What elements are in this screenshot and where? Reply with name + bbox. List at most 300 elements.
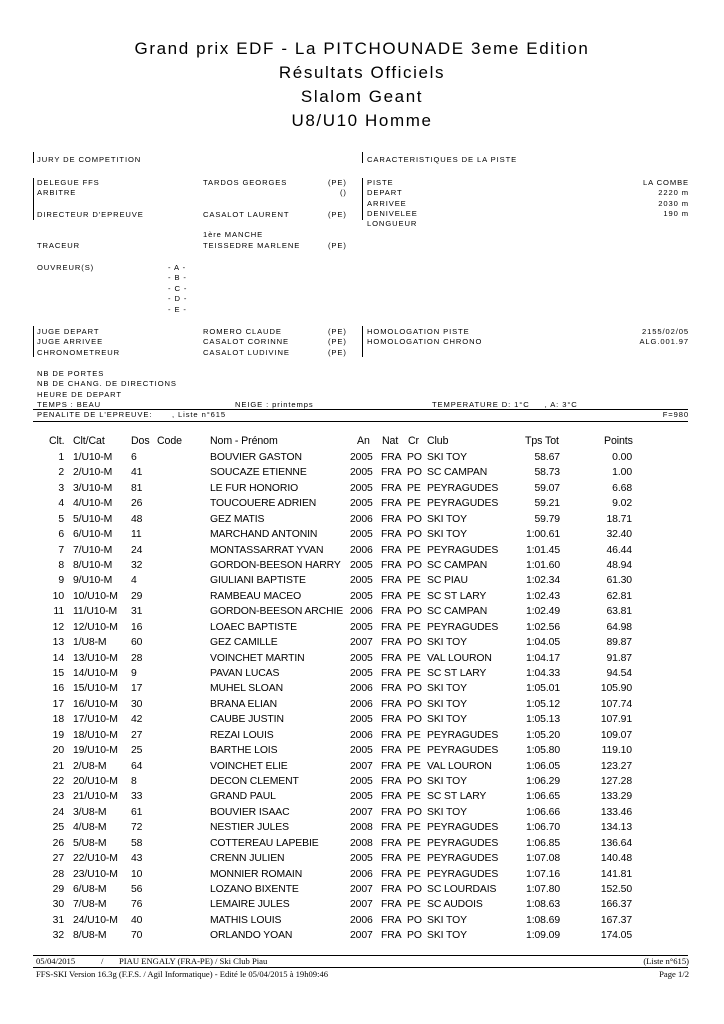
cell-clt: 20 bbox=[52, 745, 64, 757]
cell-cr: PO bbox=[407, 930, 422, 942]
cell-points: 9.02 bbox=[612, 498, 632, 510]
header-cr: Cr bbox=[408, 435, 419, 447]
cell-points: 134.13 bbox=[600, 822, 632, 834]
ouvreur-e: - E - bbox=[168, 305, 187, 314]
cell-nom: MATHIS LOUIS bbox=[210, 914, 282, 926]
cell-nat: FRA bbox=[381, 822, 402, 834]
cell-dos: 70 bbox=[131, 930, 143, 942]
juge-depart-label: JUGE DEPART bbox=[37, 327, 100, 336]
cell-dos: 6 bbox=[131, 452, 137, 463]
cell-clt-cat: 2/U8-M bbox=[73, 760, 107, 772]
cell-nom: RAMBEAU MACEO bbox=[210, 590, 302, 602]
title-competition: Grand prix EDF - La PITCHOUNADE 3eme Edition bbox=[134, 39, 590, 58]
heure-depart-label: HEURE DE DEPART bbox=[37, 390, 122, 399]
cell-dos: 76 bbox=[131, 899, 143, 911]
jury-heading: JURY DE COMPETITION bbox=[37, 155, 142, 164]
cell-clt-cat: 4/U8-M bbox=[73, 822, 107, 834]
header-clt: Clt. bbox=[49, 435, 65, 447]
cell-an: 2008 bbox=[350, 837, 373, 849]
cell-club: SC LOURDAIS bbox=[427, 884, 497, 896]
cell-an: 2005 bbox=[350, 745, 373, 757]
cell-cr: PO bbox=[407, 467, 422, 479]
cell-nat: FRA bbox=[381, 652, 402, 664]
chrono-label: CHRONOMETREUR bbox=[37, 348, 120, 357]
cell-an: 2008 bbox=[350, 822, 373, 834]
delegue-label: DELEGUE FFS bbox=[37, 178, 100, 187]
cell-tps: 1:05.80 bbox=[526, 745, 560, 757]
cell-dos: 16 bbox=[131, 621, 143, 633]
cell-tps: 1:05.12 bbox=[526, 698, 560, 710]
title-category: U8/U10 Homme bbox=[291, 111, 433, 130]
table-row bbox=[0, 574, 724, 589]
cell-tps: 1:04.17 bbox=[526, 652, 560, 664]
cell-clt: 3 bbox=[58, 482, 64, 494]
cell-an: 2005 bbox=[350, 853, 373, 865]
cell-tps: 1:08.63 bbox=[526, 899, 560, 911]
cell-an: 2006 bbox=[350, 544, 373, 556]
cell-points: 107.91 bbox=[600, 714, 632, 726]
cell-clt-cat: 1/U10-M bbox=[73, 452, 113, 463]
chrono-code: (PE) bbox=[328, 348, 347, 357]
cell-an: 2005 bbox=[350, 590, 373, 602]
cell-club: PEYRAGUDES bbox=[427, 482, 499, 494]
cell-clt: 7 bbox=[58, 544, 64, 556]
cell-clt: 17 bbox=[52, 698, 64, 710]
juge-depart-code: (PE) bbox=[328, 327, 347, 336]
cell-nat: FRA bbox=[381, 745, 402, 757]
cell-club: SKI TOY bbox=[427, 529, 467, 541]
cell-clt-cat: 19/U10-M bbox=[73, 745, 118, 757]
cell-nom: VOINCHET MARTIN bbox=[210, 652, 305, 664]
cell-cr: PE bbox=[407, 899, 421, 911]
cell-dos: 30 bbox=[131, 698, 143, 710]
cell-clt-cat: 2/U10-M bbox=[73, 467, 113, 479]
piste-heading: CARACTERISTIQUES DE LA PISTE bbox=[367, 155, 518, 164]
table-row bbox=[0, 790, 724, 805]
cell-nom: BARTHE LOIS bbox=[210, 745, 278, 757]
cell-clt: 28 bbox=[52, 868, 64, 880]
cell-clt-cat: 15/U10-M bbox=[73, 683, 118, 695]
footer-liste: (Liste n°615) bbox=[643, 956, 689, 966]
cell-cr: PE bbox=[407, 745, 421, 757]
cell-nom: PAVAN LUCAS bbox=[210, 668, 280, 680]
cell-clt: 1 bbox=[58, 452, 64, 463]
header-dos: Dos bbox=[131, 435, 150, 447]
ouvreur-label: OUVREUR(S) bbox=[37, 263, 95, 272]
footer-location: PIAU ENGALY (FRA-PE) / Ski Club Piau bbox=[119, 956, 268, 966]
jury-bracket bbox=[33, 152, 34, 163]
cell-points: 32.40 bbox=[606, 529, 632, 541]
cell-club: SC CAMPAN bbox=[427, 560, 488, 571]
cell-clt-cat: 21/U10-M bbox=[73, 791, 118, 803]
footer-page: Page 1/2 bbox=[659, 969, 689, 979]
table-row bbox=[0, 559, 724, 574]
cell-nat: FRA bbox=[381, 560, 402, 571]
manche-label: 1ère MANCHE bbox=[203, 230, 264, 239]
table-row bbox=[0, 528, 724, 543]
cell-points: 1.00 bbox=[612, 467, 632, 479]
cell-an: 2006 bbox=[350, 683, 373, 695]
cell-points: 174.05 bbox=[600, 930, 632, 942]
cell-dos: 48 bbox=[131, 513, 143, 525]
cell-club: SC ST LARY bbox=[427, 791, 487, 803]
cell-points: 64.98 bbox=[606, 621, 632, 633]
cell-clt: 9 bbox=[58, 575, 64, 587]
cell-dos: 43 bbox=[131, 853, 143, 865]
cell-clt: 4 bbox=[58, 498, 64, 510]
cell-points: 133.46 bbox=[600, 806, 632, 818]
footer-date: 05/04/2015 bbox=[36, 956, 76, 966]
cell-cr: PO bbox=[407, 806, 422, 818]
cell-clt-cat: 10/U10-M bbox=[73, 590, 118, 602]
cell-nat: FRA bbox=[381, 868, 402, 880]
cell-dos: 72 bbox=[131, 822, 143, 834]
cell-points: 18.71 bbox=[606, 513, 632, 525]
cell-nom: MUHEL SLOAN bbox=[210, 683, 283, 695]
cell-clt-cat: 4/U10-M bbox=[73, 498, 113, 510]
cell-clt: 6 bbox=[58, 529, 64, 541]
cell-points: 136.64 bbox=[600, 837, 632, 849]
cell-dos: 33 bbox=[131, 791, 143, 803]
cell-points: 107.74 bbox=[600, 698, 632, 710]
piste-label: PISTE bbox=[367, 178, 394, 187]
cell-clt-cat: 12/U10-M bbox=[73, 621, 118, 633]
cell-nom: ORLANDO YOAN bbox=[210, 930, 293, 942]
table-row bbox=[0, 636, 724, 651]
cell-clt: 10 bbox=[52, 590, 64, 602]
cell-clt-cat: 8/U10-M bbox=[73, 560, 113, 571]
header-points: Points bbox=[604, 435, 633, 447]
table-row bbox=[0, 898, 724, 913]
cell-club: SC CAMPAN bbox=[427, 606, 488, 618]
cell-tps: 1:01.60 bbox=[526, 560, 560, 571]
cell-tps: 1:02.56 bbox=[526, 621, 560, 633]
table-row bbox=[0, 837, 724, 852]
piste-bracket bbox=[362, 152, 363, 163]
table-row bbox=[0, 760, 724, 775]
cell-clt: 32 bbox=[52, 930, 64, 942]
cell-dos: 40 bbox=[131, 914, 143, 926]
header-nat: Nat bbox=[382, 435, 399, 447]
cell-club: SKI TOY bbox=[427, 683, 467, 695]
cell-nat: FRA bbox=[381, 513, 402, 525]
table-row bbox=[0, 729, 724, 744]
table-row bbox=[0, 451, 724, 466]
cell-points: 140.48 bbox=[600, 853, 632, 865]
cell-tps: 1:05.01 bbox=[526, 683, 560, 695]
cell-nom: BRANA ELIAN bbox=[210, 698, 278, 710]
cell-clt-cat: 18/U10-M bbox=[73, 729, 118, 741]
cell-clt-cat: 7/U8-M bbox=[73, 899, 107, 911]
table-row bbox=[0, 698, 724, 713]
cell-clt-cat: 7/U10-M bbox=[73, 544, 113, 556]
cell-dos: 29 bbox=[131, 590, 143, 602]
cell-cr: PE bbox=[407, 621, 421, 633]
cell-points: 133.29 bbox=[600, 791, 632, 803]
cell-clt: 25 bbox=[52, 822, 64, 834]
cell-dos: 9 bbox=[131, 668, 137, 680]
cell-an: 2006 bbox=[350, 729, 373, 741]
cell-tps: 1:07.16 bbox=[526, 868, 560, 880]
cell-nat: FRA bbox=[381, 498, 402, 510]
cell-nom: CAUBE JUSTIN bbox=[210, 714, 284, 726]
cell-clt-cat: 8/U8-M bbox=[73, 930, 107, 942]
juge-arrivee-name: CASALOT CORINNE bbox=[203, 337, 289, 346]
arrivee-value: 2030 m bbox=[658, 199, 689, 208]
cell-cr: PE bbox=[407, 868, 421, 880]
cell-dos: 58 bbox=[131, 837, 143, 849]
cell-dos: 28 bbox=[131, 652, 143, 664]
cell-club: PEYRAGUDES bbox=[427, 544, 499, 556]
cell-nom: TOUCOUERE ADRIEN bbox=[210, 498, 317, 510]
header-code: Code bbox=[157, 435, 182, 447]
cell-dos: 32 bbox=[131, 560, 143, 571]
cell-nat: FRA bbox=[381, 575, 402, 587]
table-row bbox=[0, 605, 724, 620]
cell-an: 2007 bbox=[350, 806, 373, 818]
cell-nat: FRA bbox=[381, 899, 402, 911]
cell-tps: 1:06.66 bbox=[526, 806, 560, 818]
cell-points: 89.87 bbox=[606, 637, 632, 649]
cell-clt: 13 bbox=[52, 637, 64, 649]
table-row bbox=[0, 852, 724, 867]
footer-version: FFS-SKI Version 16.3g (F.F.S. / Agil Informatique) - Edité le 05/04/2015 à 19h09:46 bbox=[36, 969, 329, 979]
homologation-chrono-value: ALG.001.97 bbox=[639, 337, 689, 346]
table-row bbox=[0, 590, 724, 605]
cell-cr: PO bbox=[407, 698, 422, 710]
cell-club: SKI TOY bbox=[427, 714, 467, 726]
header-tps: Tps Tot bbox=[525, 435, 559, 447]
table-row bbox=[0, 544, 724, 559]
cell-clt-cat: 9/U10-M bbox=[73, 575, 113, 587]
cell-nat: FRA bbox=[381, 544, 402, 556]
cell-tps: 1:02.43 bbox=[526, 590, 560, 602]
cell-cr: PE bbox=[407, 575, 421, 587]
cell-nom: GORDON-BEESON ARCHIE bbox=[210, 606, 344, 618]
traceur-label: TRACEUR bbox=[37, 241, 81, 250]
cell-dos: 41 bbox=[131, 467, 143, 479]
cell-clt: 2 bbox=[58, 467, 64, 479]
cell-clt-cat: 5/U10-M bbox=[73, 513, 113, 525]
cell-nom: MARCHAND ANTONIN bbox=[210, 529, 318, 541]
cell-tps: 1:07.08 bbox=[526, 853, 560, 865]
cell-clt: 29 bbox=[52, 884, 64, 896]
cell-an: 2007 bbox=[350, 884, 373, 896]
cell-tps: 1:06.70 bbox=[526, 822, 560, 834]
homologation-piste-value: 2155/02/05 bbox=[641, 327, 689, 336]
cell-points: 91.87 bbox=[606, 652, 632, 664]
cell-dos: 61 bbox=[131, 806, 143, 818]
cell-nat: FRA bbox=[381, 668, 402, 680]
neige-label: NEIGE : printemps bbox=[235, 400, 314, 409]
cell-cr: PO bbox=[407, 529, 422, 541]
cell-cr: PO bbox=[407, 714, 422, 726]
cell-tps: 1:00.61 bbox=[526, 529, 560, 541]
nb-chang-label: NB DE CHANG. DE DIRECTIONS bbox=[37, 379, 177, 388]
table-row bbox=[0, 466, 724, 481]
cell-club: PEYRAGUDES bbox=[427, 837, 499, 849]
jury-bracket bbox=[33, 178, 34, 220]
cell-clt-cat: 6/U10-M bbox=[73, 529, 113, 541]
header-club: Club bbox=[427, 435, 449, 447]
traceur-name: TEISSEDRE MARLENE bbox=[203, 241, 301, 250]
cell-club: SKI TOY bbox=[427, 513, 467, 525]
cell-nom: LEMAIRE JULES bbox=[210, 899, 290, 911]
cell-nom: BOUVIER GASTON bbox=[210, 452, 302, 463]
cell-nat: FRA bbox=[381, 606, 402, 618]
ouvreur-b: - B - bbox=[168, 273, 187, 282]
cell-points: 62.81 bbox=[606, 590, 632, 602]
homologation-piste-label: HOMOLOGATION PISTE bbox=[367, 327, 470, 336]
table-row bbox=[0, 868, 724, 883]
ouvreur-d: - D - bbox=[168, 294, 188, 303]
cell-dos: 26 bbox=[131, 498, 143, 510]
juge-depart-name: ROMERO CLAUDE bbox=[203, 327, 282, 336]
ouvreur-a: - A - bbox=[168, 263, 187, 272]
table-row bbox=[0, 883, 724, 898]
cell-an: 2005 bbox=[350, 791, 373, 803]
table-row bbox=[0, 744, 724, 759]
denivelee-label: DENIVELEE bbox=[367, 209, 418, 218]
cell-nat: FRA bbox=[381, 698, 402, 710]
cell-points: 94.54 bbox=[606, 668, 632, 680]
cell-clt: 14 bbox=[52, 652, 64, 664]
cell-cr: PE bbox=[407, 544, 421, 556]
cell-nom: NESTIER JULES bbox=[210, 822, 289, 834]
juge-arrivee-code: (PE) bbox=[328, 337, 347, 346]
cell-an: 2007 bbox=[350, 930, 373, 942]
cell-club: SC ST LARY bbox=[427, 590, 487, 602]
cell-clt-cat: 13/U10-M bbox=[73, 652, 118, 664]
cell-an: 2005 bbox=[350, 714, 373, 726]
cell-an: 2006 bbox=[350, 698, 373, 710]
cell-nom: DECON CLEMENT bbox=[210, 776, 299, 788]
nb-portes-label: NB DE PORTES bbox=[37, 369, 105, 378]
header-an: An bbox=[357, 435, 370, 447]
cell-nom: MONNIER ROMAIN bbox=[210, 868, 303, 880]
cell-club: PEYRAGUDES bbox=[427, 822, 499, 834]
table-row bbox=[0, 497, 724, 512]
cell-cr: PE bbox=[407, 791, 421, 803]
cell-an: 2005 bbox=[350, 452, 373, 463]
cell-club: VAL LOURON bbox=[427, 760, 492, 772]
cell-clt-cat: 11/U10-M bbox=[73, 606, 118, 618]
penalite-divider bbox=[33, 421, 688, 422]
directeur-label: DIRECTEUR D'EPREUVE bbox=[37, 210, 144, 219]
arbitre-code: () bbox=[340, 188, 347, 197]
cell-tps: 1:01.45 bbox=[526, 544, 560, 556]
cell-points: 109.07 bbox=[600, 729, 632, 741]
cell-clt-cat: 23/U10-M bbox=[73, 868, 118, 880]
table-row bbox=[0, 914, 724, 929]
cell-an: 2005 bbox=[350, 482, 373, 494]
cell-dos: 10 bbox=[131, 868, 143, 880]
cell-nat: FRA bbox=[381, 529, 402, 541]
cell-club: VAL LOURON bbox=[427, 652, 492, 664]
cell-cr: PE bbox=[407, 498, 421, 510]
cell-club: SKI TOY bbox=[427, 698, 467, 710]
table-row bbox=[0, 482, 724, 497]
cell-clt: 12 bbox=[52, 621, 64, 633]
cell-tps: 1:02.49 bbox=[526, 606, 560, 618]
table-row bbox=[0, 513, 724, 528]
liste-label: , Liste n°615 bbox=[172, 410, 226, 419]
cell-dos: 64 bbox=[131, 760, 143, 772]
cell-dos: 11 bbox=[131, 529, 142, 541]
cell-clt: 31 bbox=[52, 914, 64, 926]
cell-nat: FRA bbox=[381, 637, 402, 649]
cell-dos: 4 bbox=[131, 575, 137, 587]
cell-clt: 5 bbox=[58, 513, 64, 525]
cell-nom: LOZANO BIXENTE bbox=[210, 884, 299, 896]
cell-clt: 16 bbox=[52, 683, 64, 695]
cell-points: 119.10 bbox=[601, 745, 632, 757]
cell-dos: 25 bbox=[131, 745, 143, 757]
cell-nom: GIULIANI BAPTISTE bbox=[210, 575, 306, 587]
title-results: Résultats Officiels bbox=[278, 63, 446, 82]
cell-clt-cat: 22/U10-M bbox=[73, 853, 118, 865]
cell-clt: 23 bbox=[52, 791, 64, 803]
cell-nat: FRA bbox=[381, 760, 402, 772]
cell-tps: 1:04.33 bbox=[526, 668, 560, 680]
cell-clt: 18 bbox=[52, 714, 64, 726]
cell-points: 0.00 bbox=[612, 452, 632, 463]
cell-cr: PE bbox=[407, 729, 421, 741]
cell-club: SC ST LARY bbox=[427, 668, 487, 680]
cell-cr: PO bbox=[407, 914, 422, 926]
denivelee-value: 190 m bbox=[663, 209, 689, 218]
cell-nat: FRA bbox=[381, 837, 402, 849]
cell-nat: FRA bbox=[381, 621, 402, 633]
cell-an: 2006 bbox=[350, 868, 373, 880]
cell-nom: GORDON-BEESON HARRY bbox=[210, 560, 341, 571]
cell-clt: 27 bbox=[52, 853, 64, 865]
piste-bracket bbox=[362, 178, 363, 220]
cell-club: SKI TOY bbox=[427, 806, 467, 818]
cell-cr: PO bbox=[407, 452, 422, 463]
cell-clt-cat: 6/U8-M bbox=[73, 884, 107, 896]
cell-club: SKI TOY bbox=[427, 637, 467, 649]
cell-nom: GEZ CAMILLE bbox=[210, 637, 278, 649]
cell-clt-cat: 17/U10-M bbox=[73, 714, 118, 726]
cell-dos: 27 bbox=[131, 729, 143, 741]
cell-clt-cat: 20/U10-M bbox=[73, 776, 118, 788]
cell-nom: MONTASSARRAT YVAN bbox=[210, 544, 324, 556]
traceur-code: (PE) bbox=[328, 241, 347, 250]
cell-an: 2005 bbox=[350, 498, 373, 510]
cell-points: 141.81 bbox=[600, 868, 632, 880]
cell-club: SKI TOY bbox=[427, 930, 467, 942]
table-row bbox=[0, 775, 724, 790]
table-row bbox=[0, 667, 724, 682]
cell-clt: 30 bbox=[52, 899, 64, 911]
cell-club: PEYRAGUDES bbox=[427, 745, 499, 757]
cell-club: SC PIAU bbox=[427, 575, 468, 587]
cell-an: 2005 bbox=[350, 668, 373, 680]
cell-clt-cat: 14/U10-M bbox=[73, 668, 118, 680]
cell-cr: PO bbox=[407, 637, 422, 649]
cell-cr: PE bbox=[407, 668, 421, 680]
cell-points: 6.68 bbox=[612, 482, 632, 494]
cell-club: SC CAMPAN bbox=[427, 467, 488, 479]
cell-nom: REZAI LOUIS bbox=[210, 729, 274, 741]
chrono-name: CASALOT LUDIVINE bbox=[203, 348, 290, 357]
cell-nat: FRA bbox=[381, 729, 402, 741]
cell-dos: 81 bbox=[131, 482, 143, 494]
cell-nat: FRA bbox=[381, 683, 402, 695]
table-row bbox=[0, 652, 724, 667]
cell-cr: PE bbox=[407, 590, 421, 602]
